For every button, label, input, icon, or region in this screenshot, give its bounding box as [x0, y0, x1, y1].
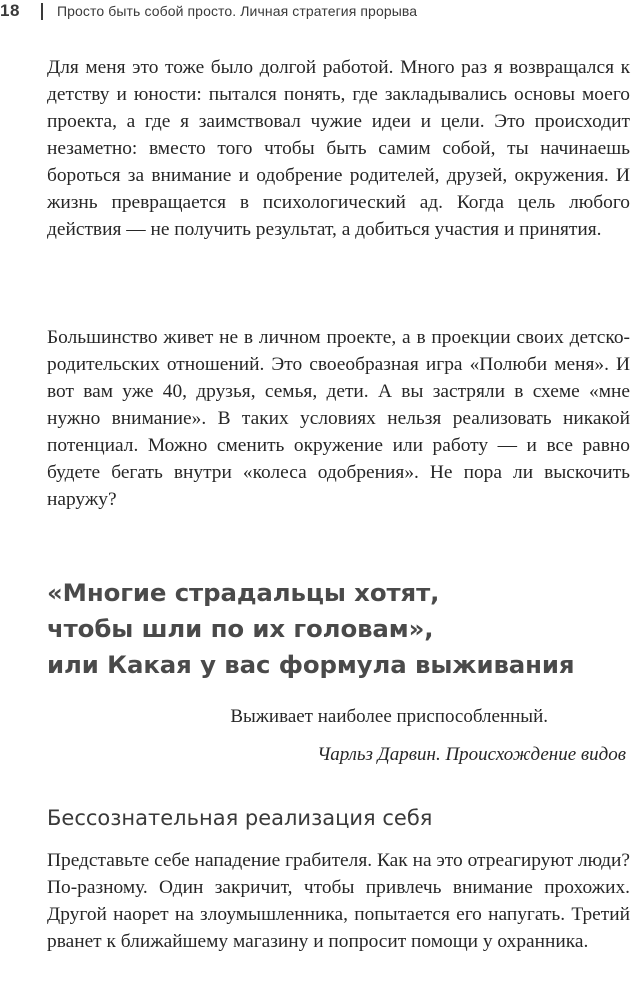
paragraph-3: Представьте себе нападение грабителя. Как на это отреагируют люди? По-разному. Один закричит, чтобы привлечь внимание прохожих. Другой наорет на злоумышленника, попытается его напугать. Третий рванет к ближайшему магазину и попросит помощи у охранника.	[47, 850, 630, 952]
running-head	[0, 0, 638, 30]
section-title-line: или Какая у вас формула выживания	[47, 650, 575, 679]
book-title: Просто быть собой просто. Личная стратегия прорыва	[57, 3, 418, 19]
header-divider	[41, 3, 43, 20]
epigraph-source: Чарльз Дарвин. Происхождение видов	[317, 744, 626, 765]
section-title-line: чтобы шли по их головам»,	[47, 614, 434, 643]
subheading: Бессознательная реализация себя	[47, 806, 433, 830]
page-number: 18	[0, 1, 20, 20]
section-title	[47, 575, 637, 683]
paragraph-1: Для меня это тоже было долгой работой. Много раз я возвращался к детству и юности: пытался понять, где закладывались основы моего проекта, а где я заимствовал чужие идеи и цели. Это происходит незаметно: вместо того чтобы быть самим собой, ты начинаешь бороться за внимание и одобрение родителей, друзей, окружения. И жизнь превращается в психологический ад. Когда цель любого действия — не получить результат, а добиться участия и принятия.	[47, 57, 630, 240]
epigraph-quote: Выживает наиболее приспособленный.	[230, 706, 548, 727]
section-title-line: «Многие страдальцы хотят,	[47, 578, 440, 607]
paragraph-2: Большинство живет не в личном проекте, а в проекции своих детско-родительских отношений. Это своеобразная игра «Полюби меня». И вот вам уже 40, друзья, семья, дети. А вы застряли в схеме «мне нужно внимание». В таких условиях нельзя реализовать никакой потенциал. Можно сменить окружение или работу — и все равно будете бегать внутри «колеса одобрения». Не пора ли выскочить наружу?	[47, 327, 630, 510]
